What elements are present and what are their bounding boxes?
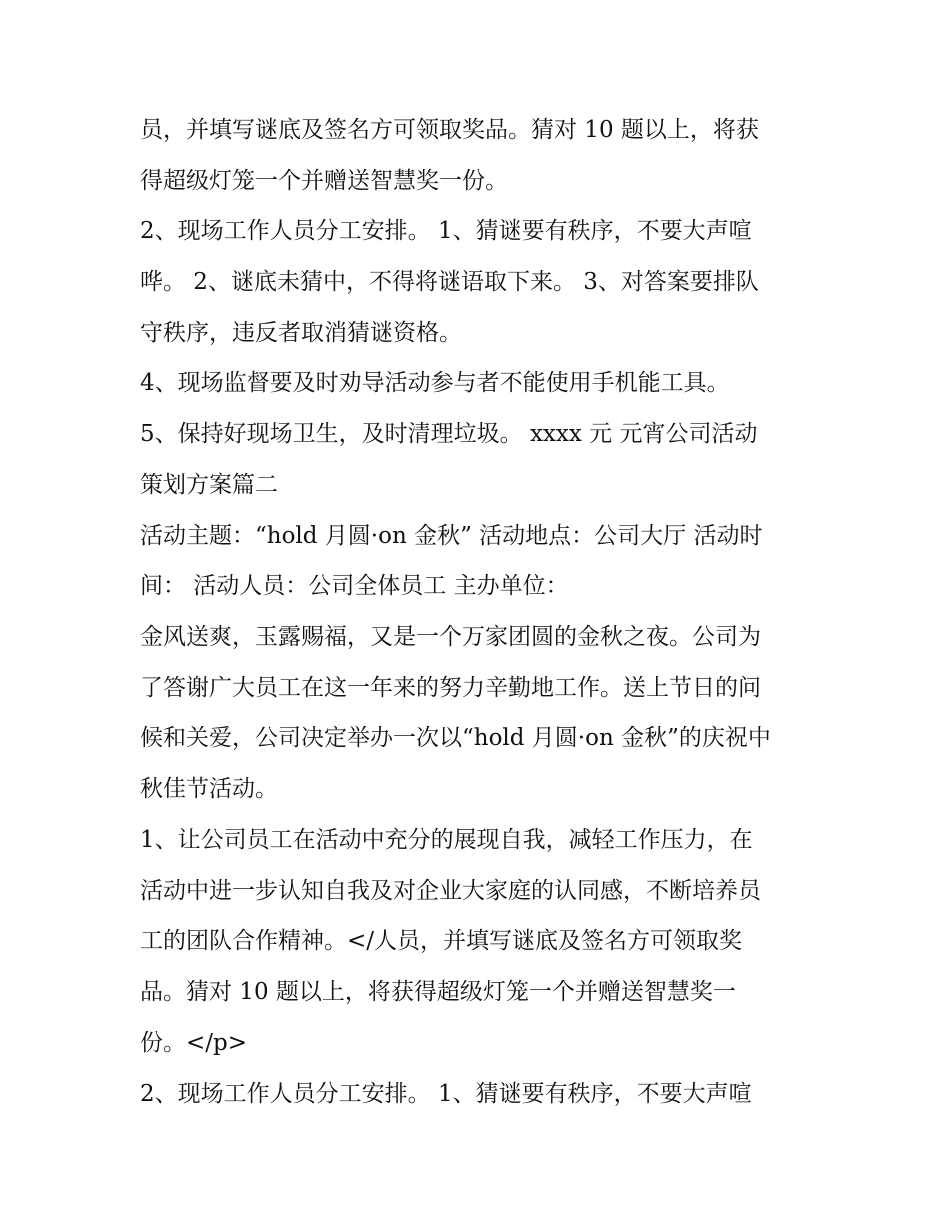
text-line: 员，并填写谜底及签名方可领取奖品。猜对 10 题以上，将获	[140, 117, 759, 143]
text-line: 1、让公司员工在活动中充分的展现自我，减轻工作压力，在	[140, 827, 753, 853]
text-line: 工的团队合作精神。</人员，并填写谜底及签名方可领取奖	[140, 928, 743, 954]
text-line: 秋佳节活动。	[140, 776, 278, 802]
text-line: 4、现场监督要及时劝导活动参与者不能使用手机能工具。	[140, 370, 730, 396]
text-line: 份。</p>	[140, 1030, 248, 1056]
text-line: 5、保持好现场卫生，及时清理垃圾。 xxxx 元 元宵公司活动	[140, 421, 758, 447]
text-line: 得超级灯笼一个并赠送智慧奖一份。	[140, 168, 508, 194]
text-line: 2、现场工作人员分工安排。 1、猜谜要有秩序，不要大声喧	[140, 1081, 752, 1107]
text-line: 品。猜对 10 题以上，将获得超级灯笼一个并赠送智慧奖一	[140, 979, 736, 1005]
text-line: 活动中进一步认知自我及对企业大家庭的认同感，不断培养员	[140, 878, 761, 904]
text-line: 间： 活动人员：公司全体员工 主办单位：	[140, 573, 569, 599]
text-line: 哗。 2、谜底未猜中，不得将谜语取下来。 3、对答案要排队	[140, 269, 759, 295]
text-line: 策划方案篇二	[140, 472, 278, 498]
text-line: 活动主题：“hold 月圆·on 金秋” 活动地点：公司大厅 活动时	[140, 523, 763, 549]
text-line: 候和关爱，公司决定举办一次以“hold 月圆·on 金秋”的庆祝中	[140, 725, 771, 751]
text-line: 了答谢广大员工在这一年来的努力辛勤地工作。送上节日的问	[140, 675, 761, 701]
text-line: 金风送爽，玉露赐福，又是一个万家团圆的金秋之夜。公司为	[140, 624, 761, 650]
text-line: 2、现场工作人员分工安排。 1、猜谜要有秩序，不要大声喧	[140, 218, 752, 244]
text-line: 守秩序，违反者取消猜谜资格。	[140, 320, 462, 346]
